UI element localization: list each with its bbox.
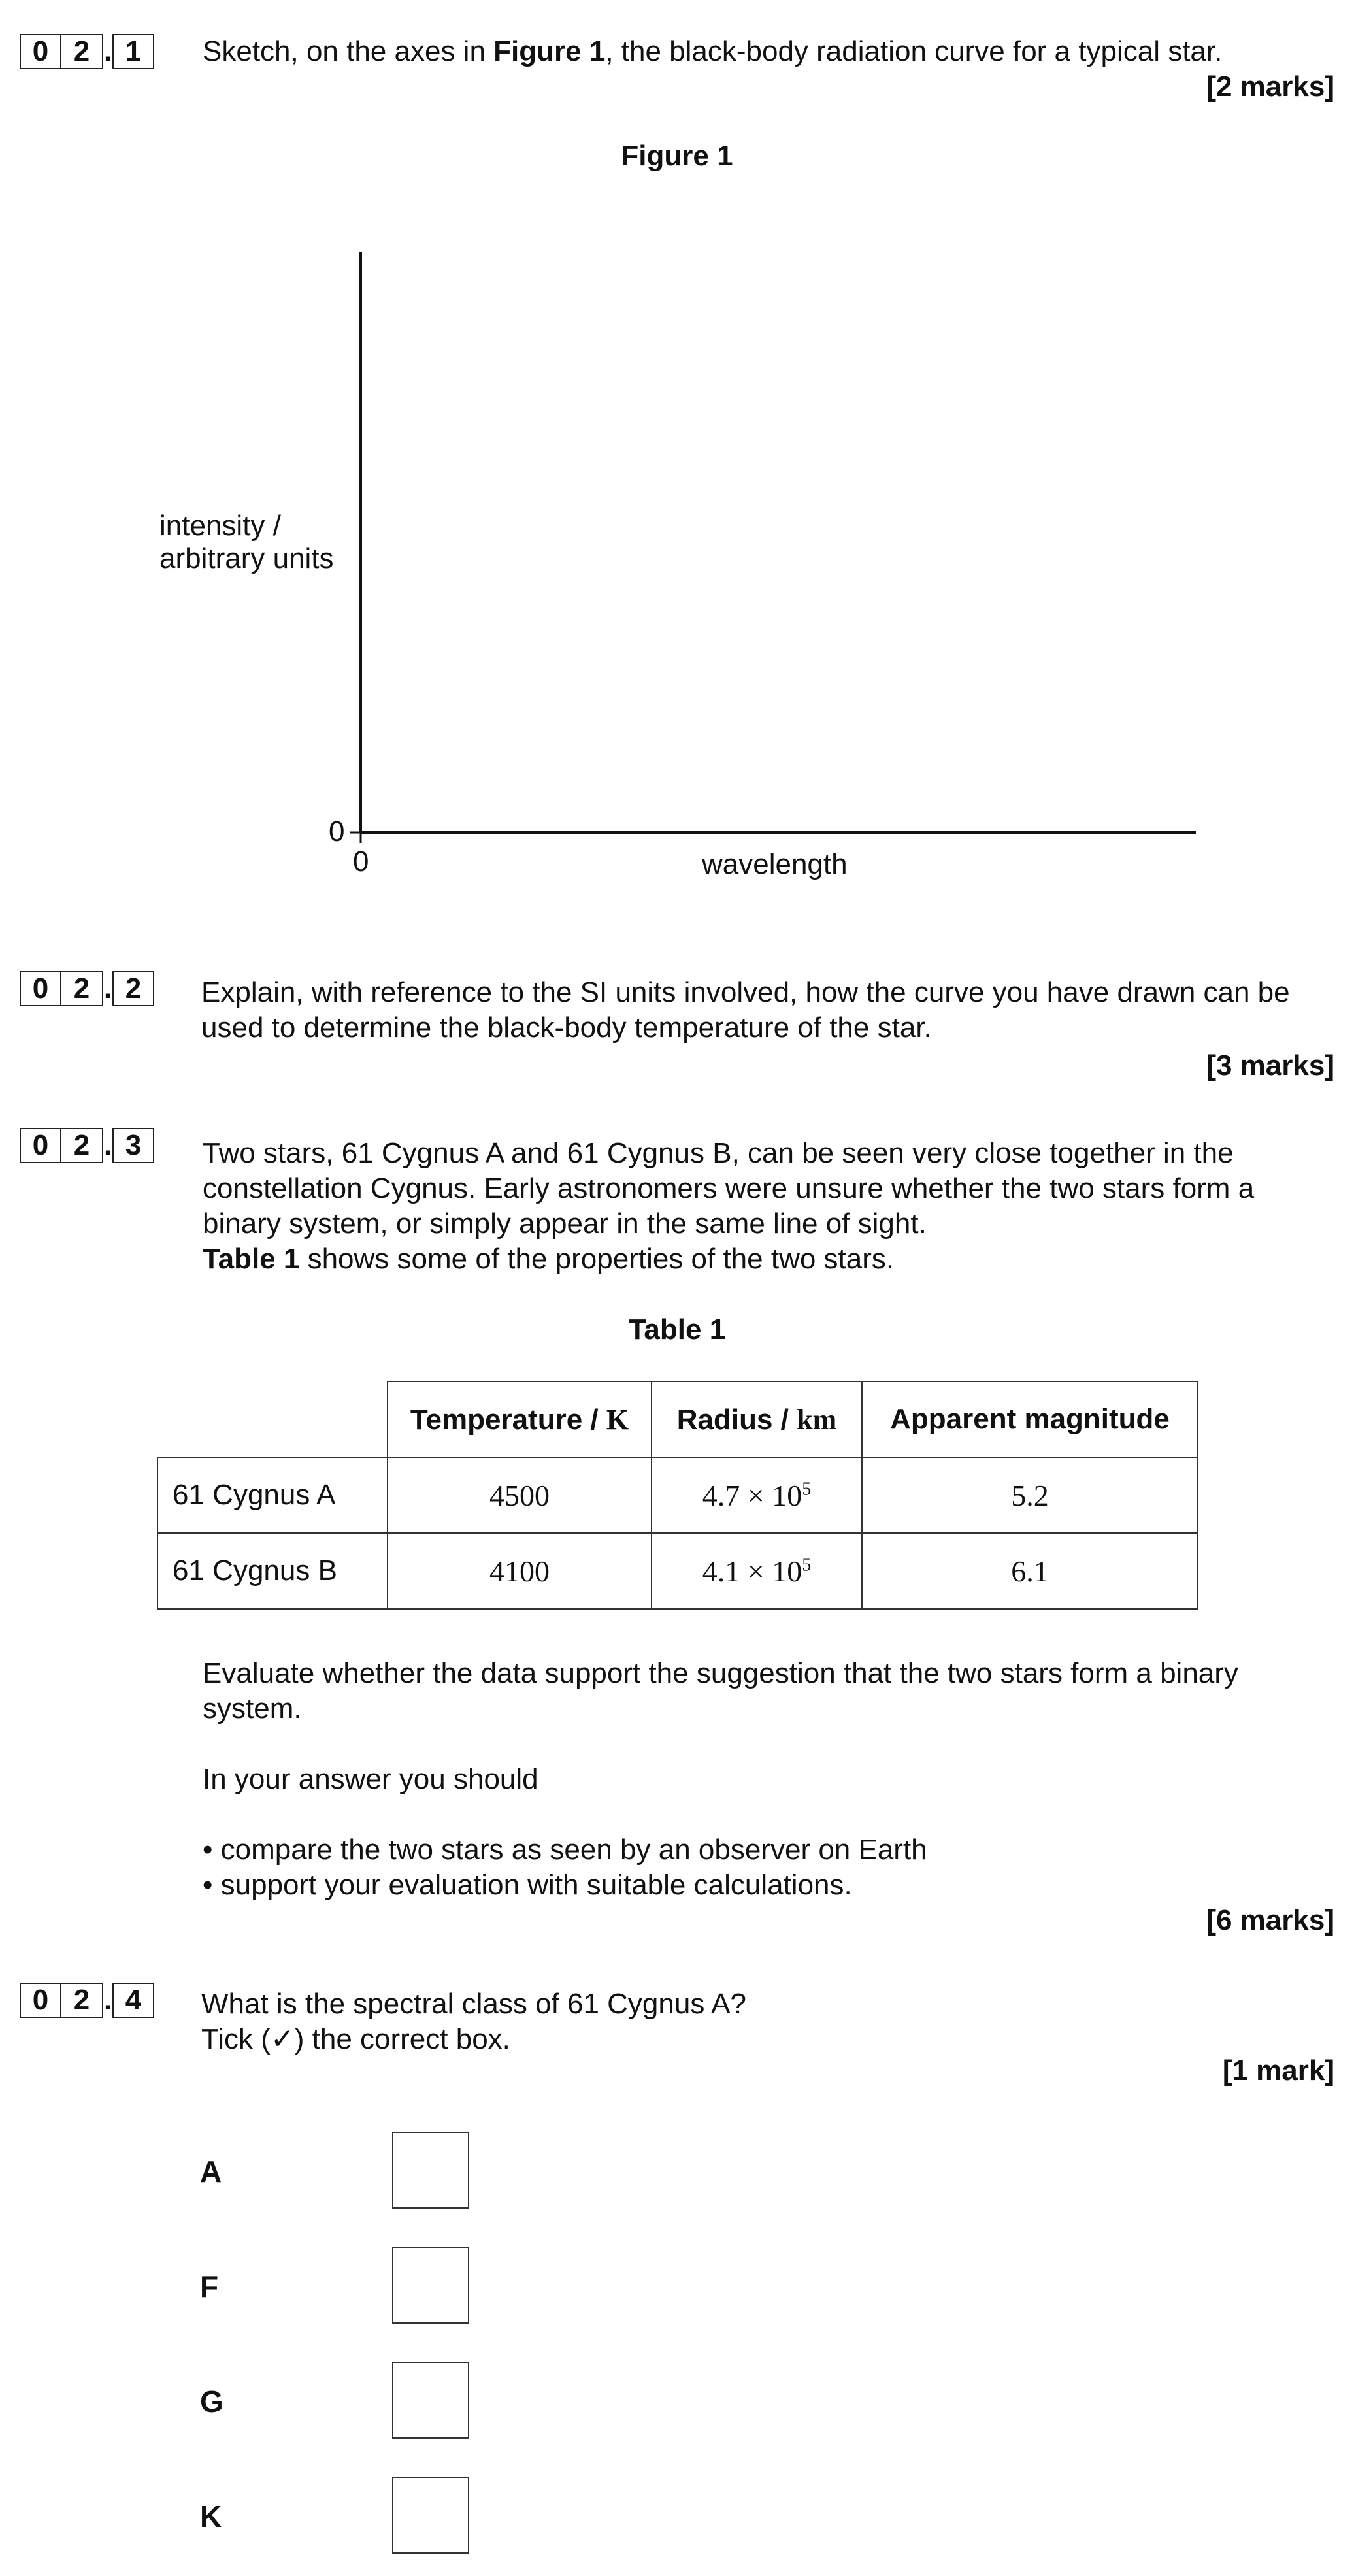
question-digit: 3	[112, 1128, 154, 1163]
bullet-item: • support your evaluation with suitable calculations.	[203, 1869, 852, 1901]
star-name: 61 Cygnus A	[157, 1457, 388, 1533]
question-digit: 2	[61, 1983, 103, 2018]
star-name: 61 Cygnus B	[157, 1533, 388, 1609]
question-digit: 0	[20, 34, 61, 69]
question-number-02-4	[20, 1983, 154, 2018]
question-digit: 2	[61, 1128, 103, 1163]
temperature-value: 4500	[388, 1457, 652, 1533]
header-magnitude: Apparent magnitude	[862, 1381, 1198, 1457]
magnitude-value: 6.1	[862, 1533, 1198, 1609]
table-row	[157, 1457, 1198, 1533]
magnitude-value: 5.2	[862, 1457, 1198, 1533]
question-dot: .	[103, 1984, 112, 2016]
question-number-02-2	[20, 971, 154, 1006]
option-label-g: G	[200, 2385, 223, 2419]
question-dot: .	[103, 35, 112, 67]
y-axis-label: intensity / arbitrary units	[159, 510, 334, 574]
tick-box-k[interactable]	[392, 2477, 469, 2554]
question-digit: 0	[20, 971, 61, 1006]
header-temperature: Temperature / K	[388, 1381, 652, 1457]
option-label-k: K	[200, 2500, 222, 2534]
question-dot: .	[103, 1129, 112, 1161]
bullet-item: • compare the two stars as seen by an observer on Earth	[203, 1834, 927, 1866]
question-digit: 2	[112, 971, 154, 1006]
radius-value: $4.7 \times 10^5$	[652, 1457, 862, 1533]
question-digit: 2	[61, 34, 103, 69]
evaluate-text: Evaluate whether the data support the suggestion that the two stars form a binary system.	[203, 1657, 1238, 1725]
figure-title: Figure 1	[621, 140, 733, 172]
figure-axes	[0, 0, 1354, 928]
question-text-02-1: Sketch, on the axes in Figure 1, the black-body radiation curve for a typical star.	[203, 35, 1223, 67]
marks-02-2: [3 marks]	[1206, 1049, 1334, 1082]
table-corner-cell	[157, 1381, 388, 1457]
question-digit: 0	[20, 1128, 61, 1163]
answer-intro: In your answer you should	[203, 1763, 538, 1795]
tick-box-a[interactable]	[392, 2132, 469, 2209]
option-label-f: F	[200, 2270, 219, 2304]
table-title: Table 1	[628, 1313, 726, 1346]
question-text-02-2: Explain, with reference to the SI units involved, how the curve you have drawn can be used to determine the black-body temperature of the star.	[201, 976, 1290, 1044]
table-header-row	[157, 1381, 1198, 1457]
question-digit: 0	[20, 1983, 61, 2018]
marks-02-1: [2 marks]	[1206, 71, 1334, 103]
question-digit: 1	[112, 34, 154, 69]
question-digit: 2	[61, 971, 103, 1006]
option-label-a: A	[200, 2155, 222, 2188]
star-properties-table	[157, 1381, 1198, 1610]
temperature-value: 4100	[388, 1533, 652, 1609]
question-digit: 4	[112, 1983, 154, 2018]
header-radius: Radius / km	[652, 1381, 862, 1457]
question-dot: .	[103, 972, 112, 1004]
question-number-02-3	[20, 1128, 154, 1163]
marks-02-4: [1 mark]	[1222, 2055, 1334, 2087]
x-origin-label: 0	[353, 846, 369, 878]
table-row	[157, 1533, 1198, 1609]
tick-box-f[interactable]	[392, 2247, 469, 2324]
y-origin-label: 0	[329, 816, 345, 848]
marks-02-3: [6 marks]	[1206, 1904, 1334, 1936]
tick-box-g[interactable]	[392, 2362, 469, 2439]
question-text-02-3: Two stars, 61 Cygnus A and 61 Cygnus B, can be seen very close together in the constellation Cygnus. Early astronomers were unsure whether the two stars form a binary system, or simply appear in the same line of sight. Table 1 shows some of the properties of the two stars.	[203, 1137, 1255, 1275]
x-axis-label: wavelength	[702, 848, 848, 880]
radius-value: $4.1 \times 10^5$	[652, 1533, 862, 1609]
question-text-02-4: What is the spectral class of 61 Cygnus A? Tick (✓) the correct box.	[201, 1988, 746, 2055]
